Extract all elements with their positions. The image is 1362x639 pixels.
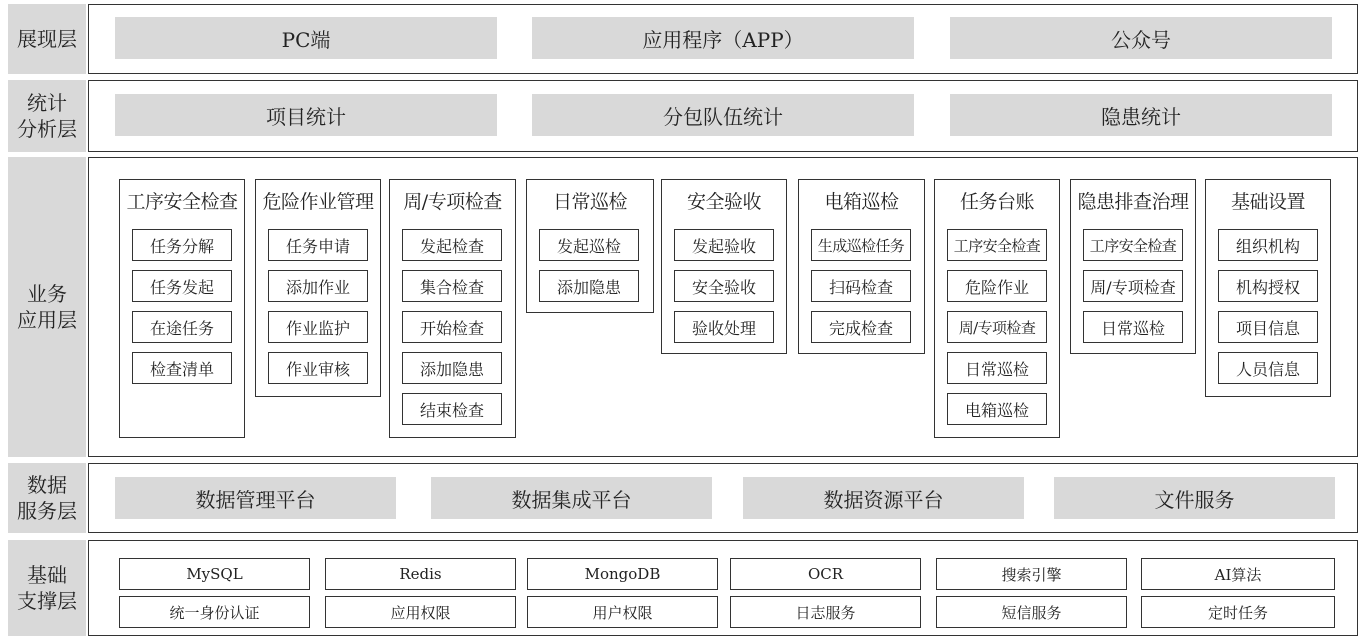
module-title: 基础设置 xyxy=(1230,190,1305,213)
module-electric-box-inspection xyxy=(798,179,925,354)
module-weekly-special-check xyxy=(389,179,516,438)
module-title: 隐患排查治理 xyxy=(1077,190,1189,213)
analysis-item-hazard: 隐患统计 xyxy=(950,94,1332,136)
infra-cell-unified-auth: 统一身份认证 xyxy=(119,596,310,628)
module-item: 发起巡检 xyxy=(539,229,639,261)
module-title: 任务台账 xyxy=(959,190,1034,213)
module-item: 集合检查 xyxy=(402,270,502,302)
data-service-item-file: 文件服务 xyxy=(1054,477,1335,519)
module-item: 完成检查 xyxy=(811,311,911,343)
module-item: 添加隐患 xyxy=(539,270,639,302)
module-item: 任务申请 xyxy=(268,229,368,261)
layer-label-analysis: 统计 分析层 xyxy=(8,80,86,152)
module-title: 工序安全检查 xyxy=(126,190,238,213)
infra-cell-app-permission: 应用权限 xyxy=(325,596,516,628)
infra-cell-ocr: OCR xyxy=(730,558,921,590)
infrastructure-layer-frame xyxy=(88,540,1358,636)
data-service-item-management: 数据管理平台 xyxy=(115,477,396,519)
module-item: 电箱巡检 xyxy=(947,393,1047,425)
module-process-safety-check xyxy=(119,179,245,438)
module-item: 人员信息 xyxy=(1218,352,1318,384)
module-item: 作业监护 xyxy=(268,311,368,343)
module-task-ledger xyxy=(934,179,1060,438)
module-item: 机构授权 xyxy=(1218,270,1318,302)
module-hazardous-work xyxy=(255,179,381,397)
module-item: 任务发起 xyxy=(132,270,232,302)
infra-cell-redis: Redis xyxy=(325,558,516,590)
module-daily-inspection xyxy=(526,179,654,313)
infra-cell-user-permission: 用户权限 xyxy=(527,596,718,628)
analysis-layer-frame xyxy=(88,80,1358,152)
analysis-item-subcontract: 分包队伍统计 xyxy=(532,94,914,136)
business-layer-frame xyxy=(88,157,1358,457)
module-safety-acceptance xyxy=(661,179,787,354)
module-item: 日常巡检 xyxy=(947,352,1047,384)
module-item: 在途任务 xyxy=(132,311,232,343)
module-item: 危险作业 xyxy=(947,270,1047,302)
module-hazard-governance xyxy=(1070,179,1196,354)
layer-label-infrastructure: 基础 支撑层 xyxy=(8,540,86,636)
module-item: 添加隐患 xyxy=(402,352,502,384)
module-item: 检查清单 xyxy=(132,352,232,384)
module-item: 周/专项检查 xyxy=(947,311,1047,343)
module-title: 日常巡检 xyxy=(552,190,627,213)
module-item: 生成巡检任务 xyxy=(811,229,911,261)
module-item: 添加作业 xyxy=(268,270,368,302)
module-title: 电箱巡检 xyxy=(824,190,899,213)
module-title: 周/专项检查 xyxy=(403,190,502,213)
layer-label-data-service: 数据 服务层 xyxy=(8,463,86,533)
infra-cell-log-service: 日志服务 xyxy=(730,596,921,628)
infra-cell-ai-algorithm: AI算法 xyxy=(1141,558,1335,590)
module-title: 安全验收 xyxy=(686,190,761,213)
data-service-item-resource: 数据资源平台 xyxy=(743,477,1024,519)
infra-cell-sms-service: 短信服务 xyxy=(936,596,1127,628)
module-item: 发起检查 xyxy=(402,229,502,261)
analysis-item-project: 项目统计 xyxy=(115,94,497,136)
module-item: 日常巡检 xyxy=(1083,311,1183,343)
data-service-layer-frame xyxy=(88,463,1358,533)
module-item: 开始检查 xyxy=(402,311,502,343)
module-item: 结束检查 xyxy=(402,393,502,425)
module-item: 安全验收 xyxy=(674,270,774,302)
presentation-layer-frame xyxy=(88,4,1358,74)
data-service-item-integration: 数据集成平台 xyxy=(431,477,712,519)
module-item: 工序安全检查 xyxy=(947,229,1047,261)
module-item: 工序安全检查 xyxy=(1083,229,1183,261)
module-item: 组织机构 xyxy=(1218,229,1318,261)
presentation-item-app: 应用程序（APP） xyxy=(532,17,914,59)
presentation-item-pc: PC端 xyxy=(115,17,497,59)
module-title: 危险作业管理 xyxy=(262,190,374,213)
module-basic-settings xyxy=(1205,179,1331,397)
infra-cell-search-engine: 搜索引擎 xyxy=(936,558,1127,590)
module-item: 项目信息 xyxy=(1218,311,1318,343)
module-item: 周/专项检查 xyxy=(1083,270,1183,302)
layer-label-business: 业务 应用层 xyxy=(8,157,86,457)
infra-cell-mysql: MySQL xyxy=(119,558,310,590)
module-item: 任务分解 xyxy=(132,229,232,261)
module-item: 扫码检查 xyxy=(811,270,911,302)
infra-cell-mongodb: MongoDB xyxy=(527,558,718,590)
presentation-item-official-account: 公众号 xyxy=(950,17,1332,59)
infra-cell-scheduled-task: 定时任务 xyxy=(1141,596,1335,628)
module-item: 作业审核 xyxy=(268,352,368,384)
layer-label-presentation: 展现层 xyxy=(8,4,86,74)
module-item: 发起验收 xyxy=(674,229,774,261)
module-item: 验收处理 xyxy=(674,311,774,343)
